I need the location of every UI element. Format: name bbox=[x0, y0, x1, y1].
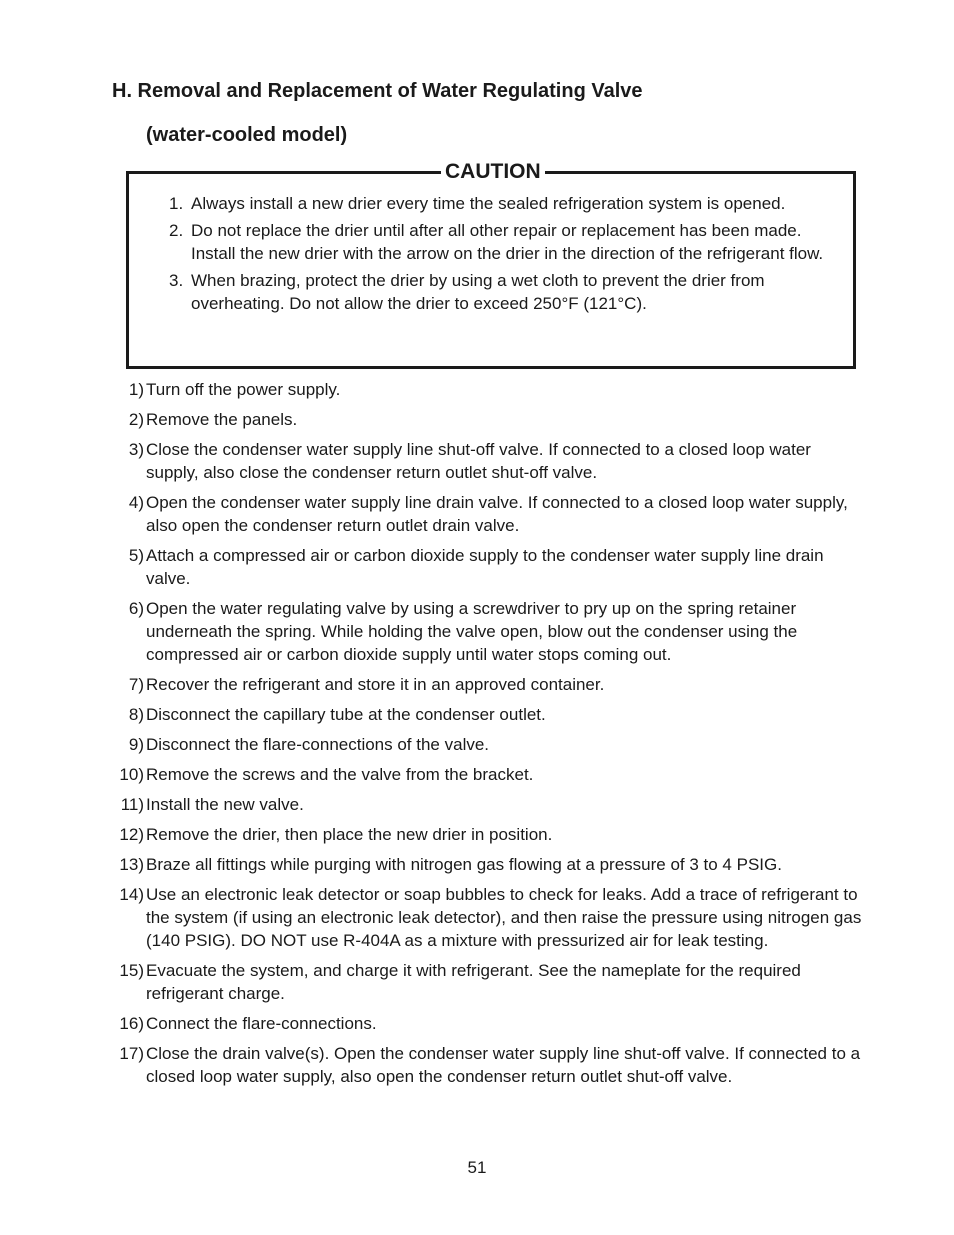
step-number: 8) bbox=[128, 705, 144, 724]
step-text: Close the condenser water supply line shut-off valve. If connected to a closed loop water supply, also close the condenser return outlet shut-off valve. bbox=[146, 440, 811, 482]
step-number: 14) bbox=[119, 885, 144, 904]
caution-item-number: 3. bbox=[169, 271, 184, 290]
caution-box bbox=[126, 160, 856, 369]
caution-item bbox=[169, 192, 829, 215]
step-item bbox=[108, 1042, 868, 1088]
step-text: Open the water regulating valve by using a screwdriver to pry up on the spring retainer underneath the spring. While holding the valve open, blow out the condenser using the compressed air or carbon dioxide supply until water stops coming out. bbox=[146, 599, 798, 664]
step-number: 5) bbox=[128, 546, 144, 565]
step-item bbox=[108, 491, 868, 537]
step-item bbox=[108, 883, 868, 952]
caution-item bbox=[169, 269, 829, 315]
caution-item-number: 2. bbox=[169, 221, 184, 240]
caution-item-text: When brazing, protect the drier by using a wet cloth to prevent the drier from overheating. Do not allow the drier to exceed 250°F (121°C). bbox=[191, 271, 765, 313]
step-text: Braze all fittings while purging with nitrogen gas flowing at a pressure of 3 to 4 PSIG. bbox=[146, 855, 782, 874]
step-number: 6) bbox=[128, 599, 144, 618]
section-subtitle: (water-cooled model) bbox=[146, 124, 348, 146]
step-text: Turn off the power supply. bbox=[146, 380, 341, 399]
step-number: 17) bbox=[119, 1044, 144, 1063]
step-item bbox=[108, 438, 868, 484]
step-item bbox=[108, 597, 868, 666]
step-text: Use an electronic leak detector or soap bubbles to check for leaks. Add a trace of refrigerant to the system (if using an electronic leak detector), and then raise the pressure using nitrogen gas (140 PSIG). DO NOT use R-404A as a mixture with pressurized air for leak testing. bbox=[146, 885, 862, 950]
procedure-steps bbox=[108, 378, 868, 1095]
caution-title: CAUTION bbox=[441, 159, 545, 185]
step-number: 11) bbox=[120, 795, 144, 814]
step-text: Close the drain valve(s). Open the condenser water supply line shut-off valve. If connected to a closed loop water supply, also open the condenser return outlet shut-off valve. bbox=[146, 1044, 861, 1086]
step-text: Remove the drier, then place the new drier in position. bbox=[146, 825, 553, 844]
step-number: 15) bbox=[119, 961, 144, 980]
step-number: 7) bbox=[128, 675, 144, 694]
step-number: 10) bbox=[119, 765, 144, 784]
page-number: 51 bbox=[467, 1158, 487, 1177]
step-item bbox=[108, 793, 868, 816]
step-text: Evacuate the system, and charge it with refrigerant. See the nameplate for the required refrigerant charge. bbox=[146, 961, 801, 1003]
section-title: H. Removal and Replacement of Water Regulating Valve bbox=[112, 80, 643, 102]
step-number: 2) bbox=[128, 410, 144, 429]
step-text: Install the new valve. bbox=[146, 795, 304, 814]
step-item bbox=[108, 1012, 868, 1035]
step-item bbox=[108, 853, 868, 876]
step-item bbox=[108, 408, 868, 431]
caution-item-number: 1. bbox=[169, 194, 184, 213]
step-text: Remove the screws and the valve from the bracket. bbox=[146, 765, 534, 784]
step-item bbox=[108, 763, 868, 786]
step-item bbox=[108, 733, 868, 756]
step-number: 12) bbox=[119, 825, 144, 844]
step-text: Recover the refrigerant and store it in an approved container. bbox=[146, 675, 605, 694]
step-number: 3) bbox=[128, 440, 144, 459]
step-text: Remove the panels. bbox=[146, 410, 298, 429]
step-text: Disconnect the capillary tube at the condenser outlet. bbox=[146, 705, 546, 724]
step-item bbox=[108, 378, 868, 401]
step-item bbox=[108, 823, 868, 846]
step-number: 1) bbox=[128, 380, 144, 399]
step-item bbox=[108, 544, 868, 590]
step-number: 4) bbox=[128, 493, 144, 512]
step-item bbox=[108, 703, 868, 726]
caution-item-text: Do not replace the drier until after all other repair or replacement has been made. Install the new drier with the arrow on the drier in the direction of the refrigerant flow. bbox=[191, 221, 824, 263]
caution-item bbox=[169, 219, 829, 265]
step-item bbox=[108, 673, 868, 696]
step-number: 13) bbox=[119, 855, 144, 874]
caution-list bbox=[169, 192, 829, 319]
step-item bbox=[108, 959, 868, 1005]
step-number: 16) bbox=[119, 1014, 144, 1033]
step-text: Open the condenser water supply line drain valve. If connected to a closed loop water supply, also open the condenser return outlet drain valve. bbox=[146, 493, 848, 535]
step-text: Connect the flare-connections. bbox=[146, 1014, 377, 1033]
step-number: 9) bbox=[128, 735, 144, 754]
caution-item-text: Always install a new drier every time the sealed refrigeration system is opened. bbox=[191, 194, 786, 213]
step-text: Disconnect the flare-connections of the valve. bbox=[146, 735, 490, 754]
step-text: Attach a compressed air or carbon dioxide supply to the condenser water supply line drain valve. bbox=[146, 546, 824, 588]
